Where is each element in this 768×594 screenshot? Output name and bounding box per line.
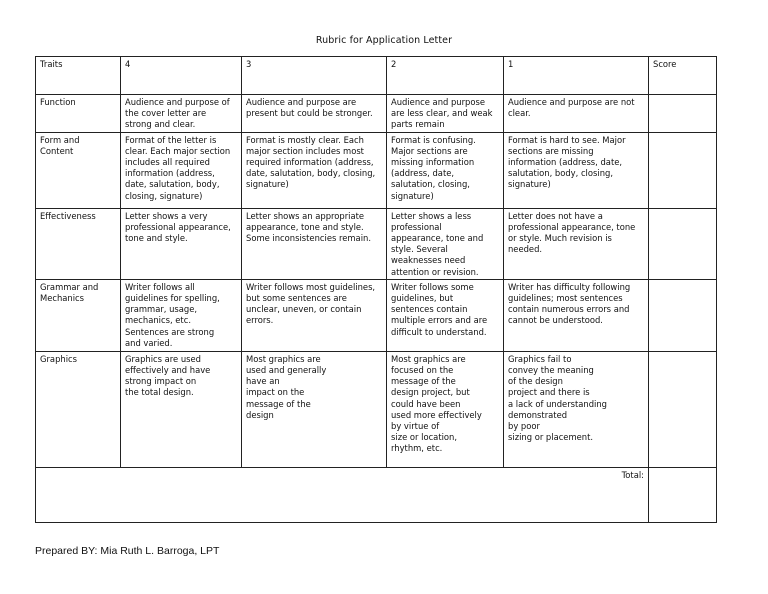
trait-cell: Effectiveness (36, 208, 121, 279)
total-score-cell (649, 467, 717, 522)
row-grammar-and-mechanics (36, 279, 717, 351)
rubric-cell: Audience and purpose of the cover letter are strong and clear. (121, 95, 242, 133)
rubric-cell: Letter does not have a professional appearance, tone or style. Much revision is needed. (504, 208, 649, 279)
header-score: Score (649, 57, 717, 95)
header-level-3: 3 (242, 57, 387, 95)
rubric-cell: Letter shows a less professional appearance, tone and style. Several weaknesses need attention or revision. (387, 208, 504, 279)
rubric-cell: Writer has difficulty following guidelines; most sentences contain numerous errors and cannot be understood. (504, 279, 649, 351)
rubric-cell: Graphics are used effectively and have strong impact on the total design. (121, 351, 242, 467)
document-title: Rubric for Application Letter (315, 35, 453, 46)
header-traits: Traits (36, 57, 121, 95)
trait-cell: Form and Content (36, 132, 121, 208)
score-cell (649, 351, 717, 467)
score-cell (649, 95, 717, 133)
prepared-by: Prepared BY: Mia Ruth L. Barroga, LPT (35, 545, 220, 557)
rubric-cell: Most graphics are focused on the message of the design project, but could have been used more effectively by virtue of size or location, rhythm, etc. (387, 351, 504, 467)
rubric-cell: Writer follows most guidelines, but some sentences are unclear, uneven, or contain errors. (242, 279, 387, 351)
rubric-cell: Audience and purpose are not clear. (504, 95, 649, 133)
rubric-cell: Format is mostly clear. Each major section includes most required information (address, date, salutation, body, closing, signature) (242, 132, 387, 208)
score-cell (649, 208, 717, 279)
rubric-cell: Graphics fail to convey the meaning of the design project and there is a lack of understanding demonstrated by poor sizing or placement. (504, 351, 649, 467)
row-effectiveness (36, 208, 717, 279)
score-cell (649, 279, 717, 351)
rubric-cell: Audience and purpose are present but could be stronger. (242, 95, 387, 133)
rubric-cell: Format is hard to see. Major sections are missing information (address, date, salutation, body, closing, signature) (504, 132, 649, 208)
trait-cell: Grammar and Mechanics (36, 279, 121, 351)
total-row (36, 467, 717, 522)
rubric-cell: Format of the letter is clear. Each major section includes all required information (address, date, salutation, body, closing, signature) (121, 132, 242, 208)
header-level-4: 4 (121, 57, 242, 95)
rubric-cell: Audience and purpose are less clear, and weak parts remain (387, 95, 504, 133)
header-row (36, 57, 717, 95)
total-label: Total: (36, 467, 649, 522)
score-cell (649, 132, 717, 208)
rubric-cell: Letter shows a very professional appearance, tone and style. (121, 208, 242, 279)
rubric-cell: Format is confusing. Major sections are missing information (address, date, salutation, closing, signature) (387, 132, 504, 208)
rubric-cell: Writer follows some guidelines, but sentences contain multiple errors and are difficult to understand. (387, 279, 504, 351)
trait-cell: Function (36, 95, 121, 133)
rubric-table (35, 56, 717, 523)
row-form-and-content (36, 132, 717, 208)
row-graphics (36, 351, 717, 467)
header-level-2: 2 (387, 57, 504, 95)
rubric-cell: Letter shows an appropriate appearance, tone and style. Some inconsistencies remain. (242, 208, 387, 279)
rubric-cell: Writer follows all guidelines for spelling, grammar, usage, mechanics, etc. Sentences are strong and varied. (121, 279, 242, 351)
rubric-cell: Most graphics are used and generally have an impact on the message of the design (242, 351, 387, 467)
header-level-1: 1 (504, 57, 649, 95)
trait-cell: Graphics (36, 351, 121, 467)
row-function (36, 95, 717, 133)
